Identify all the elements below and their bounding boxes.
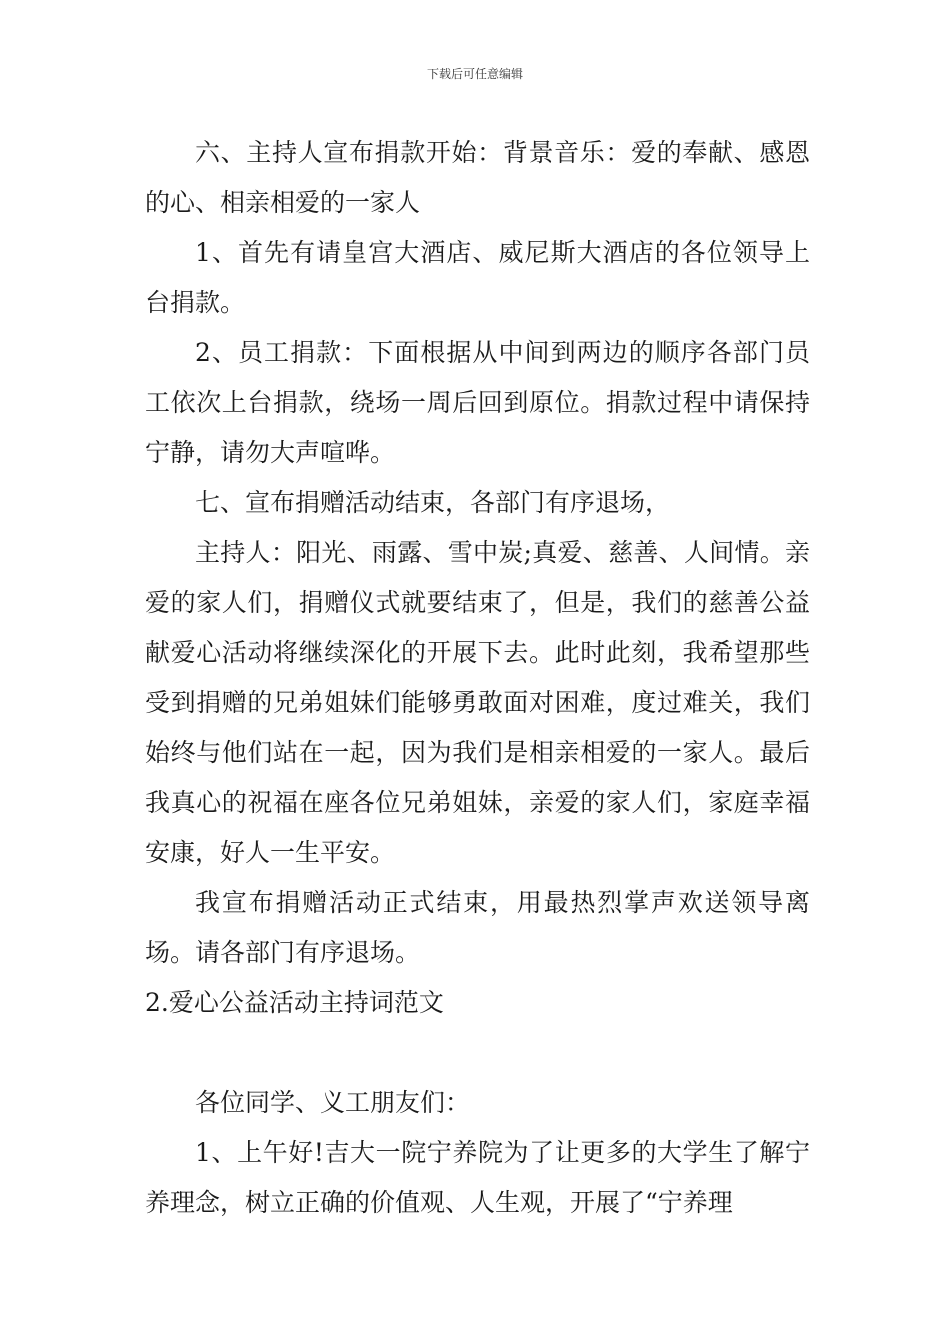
paragraph: 2、员工捐款：下面根据从中间到两边的顺序各部门员工依次上台捐款，绕场一周后回到原位。捐款过程中请保持宁静，请勿大声喧哗。	[145, 338, 810, 467]
document-body	[145, 128, 810, 1228]
paragraph: 七、宣布捐赠活动结束，各部门有序退场，	[195, 488, 671, 517]
paragraph: 1、首先有请皇宫大酒店、威尼斯大酒店的各位领导上台捐款。	[145, 238, 810, 317]
paragraph: 主持人：阳光、雨露、雪中炭;真爱、慈善、人间情。亲爱的家人们，捐赠仪式就要结束了，但是，我们的慈善公益献爱心活动将继续深化的开展下去。此时此刻，我希望那些受到捐赠的兄弟姐妹们能够勇敢面对困难，度过难关，我们始终与他们站在一起，因为我们是相亲相爱的一家人。最后我真心的祝福在座各位兄弟姐妹，亲爱的家人们，家庭幸福安康，好人一生平安。	[145, 538, 810, 867]
paragraph: 各位同学、义工朋友们：	[195, 1088, 471, 1117]
page-header-note: 下载后可任意编辑	[426, 67, 523, 81]
paragraph: 1、上午好!吉大一院宁养院为了让更多的大学生了解宁养理念，树立正确的价值观、人生观，开展了“宁养理	[145, 1138, 810, 1217]
paragraph: 我宣布捐赠活动正式结束，用最热烈掌声欢送领导离场。请各部门有序退场。	[145, 888, 810, 967]
section-heading: 2.爱心公益活动主持词范文	[145, 988, 444, 1017]
blank-line	[145, 1028, 810, 1078]
paragraph: 六、主持人宣布捐款开始：背景音乐：爱的奉献、感恩的心、相亲相爱的一家人	[145, 138, 810, 217]
